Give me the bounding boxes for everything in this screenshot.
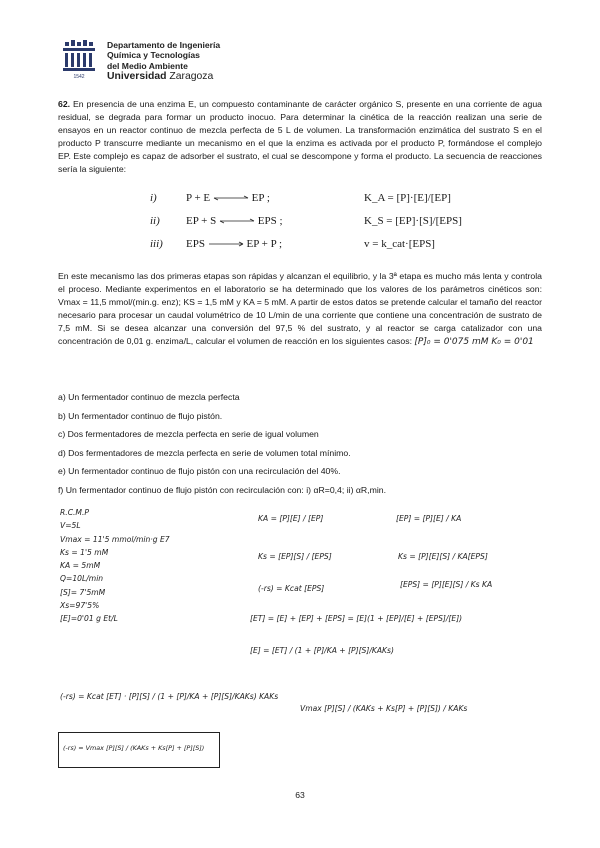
handwritten-equation-ep: [EP] = [P][E] / KA xyxy=(396,514,462,523)
svg-text:1542: 1542 xyxy=(73,74,85,80)
handwritten-equation-ks: Ks = [EP][S] / [EPS] xyxy=(258,552,332,561)
list-item: b) Un fermentador continuo de flujo pistón. xyxy=(58,410,223,421)
handwritten-data-list: R.C.M.P V=5L Vmax = 11'5 mmol/min·g E7 Ks = 1'5 mM KA = 5mM Q=10L/min [S]= 7'5mM Xs=97'5% [E]=0'01 g Et/L xyxy=(60,508,170,624)
list-item: e) Un fermentador continuo de flujo pistón con una recirculación del 40%. xyxy=(58,466,341,477)
reaction-row: ii) EP + S EPS ; K_S = [EP]·[S]/[EPS] xyxy=(150,214,462,227)
equilibrium-arrow xyxy=(219,218,255,224)
university-name: Universidad Zaragoza xyxy=(107,71,214,83)
handwritten-equation-eps: [EPS] = [P][E][S] / Ks KA xyxy=(400,580,493,589)
list-item: c) Dos fermentadores de mezcla perfecta en serie de igual volumen xyxy=(58,429,319,440)
equilibrium-arrow xyxy=(213,195,249,201)
problem-statement xyxy=(58,98,542,175)
page-number: 63 xyxy=(295,790,305,800)
reaction-row: i) P + E EP ; K_A = [P]·[E]/[EP] xyxy=(150,191,451,204)
problem-text: En presencia de una enzima E, un compuesto contaminante de carácter orgánico S, presente en una corriente de agua residual, se degrada para formar un producto inocuo. Para determinar la cinética de la reacción realizan una serie de ensayos en un reactor continuo de mezcla perfecta de 5 L de volumen. La transformación enzimática del sustrato S en el producto P transcurre mediante un mecanismo en el que la enzima es activada por el producto P, formándose el complejo EP. Este complejo es capaz de adsorber el sustrato, el cual se descompone y forma el producto. La secuencia de reacciones sería la siguiente: xyxy=(58,99,542,174)
case-list xyxy=(58,388,386,500)
university-logo xyxy=(63,40,99,80)
reaction-scheme xyxy=(150,186,462,255)
handwritten-equation-ka: KA = [P][E] / [EP] xyxy=(258,514,324,523)
boxed-result xyxy=(58,732,220,768)
handwritten-equation-long2: Vmax [P][S] / (KAKs + Ks[P] + [P][S]) / KAKs xyxy=(300,704,468,713)
handwritten-note: [P]₀ = 0'075 mM K₀ = 0'01 xyxy=(414,336,534,347)
handwritten-equation-rate: (-rs) = Kcat [EPS] xyxy=(258,584,325,593)
boxed-equation: (-rs) = Vmax [P][S] / (KAKs + Ks[P] + [P][S]) xyxy=(63,744,205,752)
department-line-1: Departamento de Ingeniería xyxy=(107,40,221,50)
header xyxy=(63,40,220,83)
problem-number: 62. xyxy=(58,99,71,109)
list-item: d) Dos fermentadores de mezcla perfecta en serie de volumen total mínimo. xyxy=(58,447,351,458)
forward-arrow xyxy=(208,241,244,247)
handwritten-equation-et: [ET] = [E] + [EP] + [EPS] = [E](1 + [EP]/[E] + [EPS]/[E]) xyxy=(250,614,463,623)
list-item: a) Un fermentador continuo de mezcla perfecta xyxy=(58,392,240,402)
problem-data-paragraph: En este mecanismo las dos primeras etapas son rápidas y alcanzan el equilibrio, y la 3ª etapa es mucho más lenta y controla el proceso. Mediante experimentos en el laboratorio se ha determinado que los valores de los parámetros cinéticos son: Vmax = 11,5 mmol/(min.g. enz); KS = 1,5 mM y KA = 5 mM. A partir de estos datos se pretende calcular el tamaño del reactor necesario para procesar un caudal volumétrico de 10 L/min de una corriente que contiene una concentración de sustrato de 7,5 mM. Si se desea alcanzar una conversión del 97,5 % del sustrato, y al reactor se carga catalizador con una concentración de 0,01 g. enzima/L, calcular el volumen de reacción en los siguientes casos: [P]₀ = 0'075 mM K₀ = 0'01 xyxy=(58,271,542,347)
department-line-2: Química y Tecnologías xyxy=(107,50,200,61)
list-item: f) Un fermentador continuo de flujo pistón con recirculación con: i) αR=0,4; ii) αR,min. xyxy=(58,484,387,495)
handwritten-equation-long: (-rs) = Kcat [ET] · [P][S] / (1 + [P]/KA + [P][S]/KAKs) KAKs xyxy=(60,692,279,701)
department-line-3: del Medio Ambiente xyxy=(107,60,188,71)
handwritten-equation-e: [E] = [ET] / (1 + [P]/KA + [P][S]/KAKs) xyxy=(250,646,394,655)
reaction-row: iii) EPS EP + P ; v = k_cat·[EPS] xyxy=(150,237,435,250)
handwritten-equation-ks2: Ks = [P][E][S] / KA[EPS] xyxy=(398,552,488,561)
